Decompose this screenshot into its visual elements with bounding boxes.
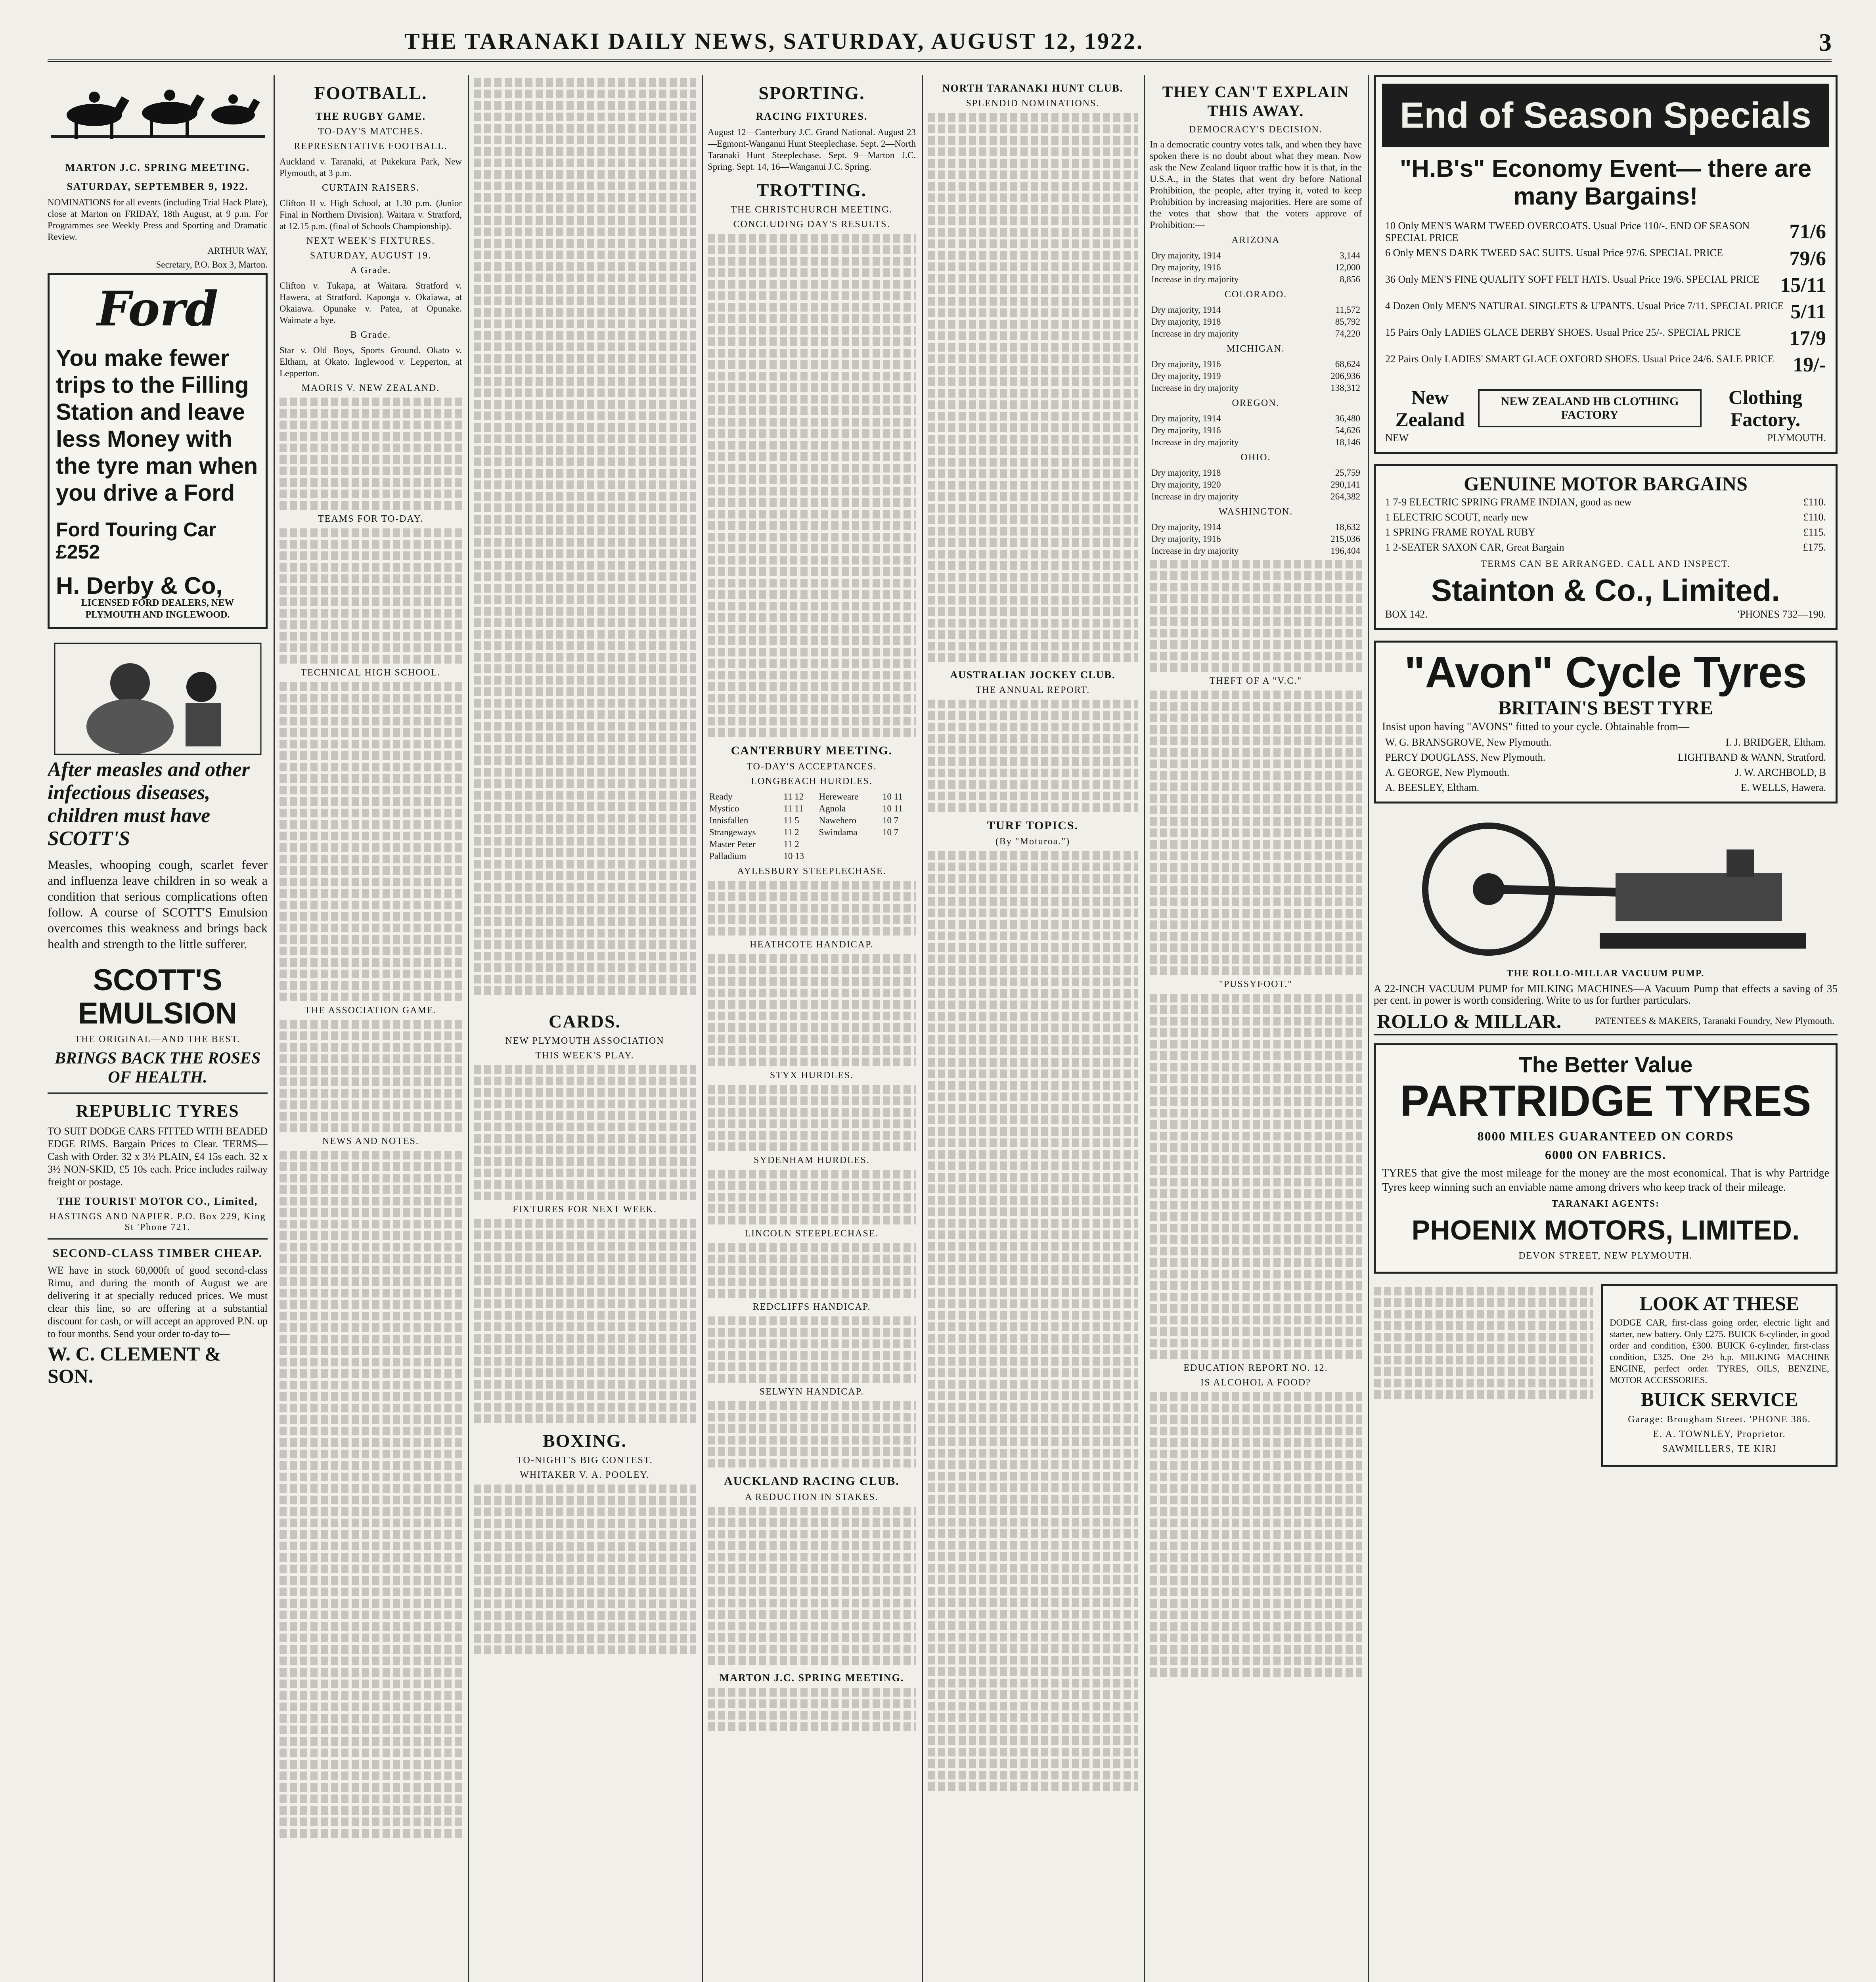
concl-heading: CONCLUDING DAY'S RESULTS. [733,219,890,230]
ford-logo: Ford [97,281,218,337]
stainton-name: Stainton & Co., Limited. [1431,573,1780,608]
teams-heading: TEAMS FOR TO-DAY. [318,514,423,524]
scotts-tagline: THE ORIGINAL—AND THE BEST. [75,1034,241,1045]
football-heading: FOOTBALL. [314,83,427,103]
list-item: PERCY DOUGLASS, New Plymouth. LIGHTBAND & WANN, Stratford. [1385,752,1826,763]
democracy-heading: DEMOCRACY'S DECISION. [1189,124,1323,135]
scotts-body: Measles, whooping cough, scarlet fever and influenza leave children in so weak a condition that serious complications often follow. A course of SCOTT'S Emulsion overcomes this weakness and brings back health and strength to the little sufferer. [48,857,268,951]
hb-clothing-factory: Clothing Factory. [1728,386,1803,430]
table-row: Mystico 11 11 Agnola 10 11 [709,804,903,813]
ford-slogan: You make fewer trips to the Filling Station and leave less Money with the tyre man when you drive a Ford [56,345,258,506]
phoenix-motors: PHOENIX MOTORS, LIMITED. [1411,1215,1800,1245]
text-block [708,1507,916,1665]
splendid-heading: SPLENDID NOMINATIONS. [966,98,1100,109]
buick-proprietor: E. A. TOWNLEY, Proprietor. [1653,1429,1786,1439]
avon-title: "Avon" Cycle Tyres [1404,648,1807,697]
text-block [708,1316,916,1383]
hb-item: 4 Dozen Only MEN'S NATURAL SINGLETS & U'PANTS. Usual Price 7/11. SPECIAL PRICE 5/11 [1385,300,1826,323]
text-block [474,78,696,995]
scotts-ad [48,758,268,1087]
cards-heading: CARDS. [549,1011,621,1031]
look-body: DODGE CAR, first-class going order, electric light and starter, new battery. Only £275. BUICK 6-cylinder, in good order and condition, £300. BUICK 6-cylinder, first-class condition, £325. One 2½ h.p. MILKING MACHINE ENGINE, perfect order. TYRES, OILS, BENZINE, MOTOR ACCESSORIES. [1610,1318,1829,1385]
text-block [928,851,1138,1791]
list-item: 1 SPRING FRAME ROYAL RUBY £115. [1385,526,1826,538]
motor-bargains-ad [1374,464,1838,630]
text-block [279,398,462,510]
moturoa-byline: (By "Moturoa.") [995,836,1070,847]
tourist-motor: THE TOURIST MOTOR CO., Limited, [57,1196,258,1207]
republic-body: TO SUIT DODGE CARS FITTED WITH BEADED EDGE RIMS. Bargain Prices to Clear. TERMS—Cash with Order. 32 x 3½ PLAIN, £4 15s each. 32 x 3½ NON-SKID, £5 10s each. Price includes railway freight or postage. [48,1125,268,1188]
text-block [1150,1392,1362,1677]
scotts-brand: SCOTT'S EMULSION [78,963,237,1030]
table-row: Dry majority, 1918 85,792 [1151,317,1360,327]
table-row: Dry majority, 1914 36,480 [1151,413,1360,423]
table-row: Dry majority, 1916 54,626 [1151,425,1360,435]
maoris-heading: MAORIS V. NEW ZEALAND. [301,383,440,393]
horse-race-illustration [48,75,268,155]
canterbury-heading: CANTERBURY MEETING. [731,744,893,757]
rugby-heading: THE RUGBY GAME. [315,111,426,122]
column-3 [474,75,696,1982]
marton-meeting-heading: MARTON J.C. SPRING MEETING. [719,1672,904,1684]
sawmillers: SAWMILLERS, TE KIRI [1662,1444,1777,1454]
lincoln-heading: LINCOLN STEEPLECHASE. [745,1228,879,1239]
table-row: Increase in dry majority 196,404 [1151,546,1360,556]
table-row: Increase in dry majority 8,856 [1151,274,1360,284]
racing-fixtures-body: August 12—Canterbury J.C. Grand National. August 23—Egmont-Wanganui Hunt Steeplechase. Sept. 2—North Taranaki Hunt Steeplechase. Sept. 9—Marton J.C. Spring. Sept. 14, 16—Wanganui J.C. Spring. [708,127,916,172]
rep-football: REPRESENTATIVE FOOTBALL. [294,141,448,151]
table-row: Palladium 10 13 [709,851,804,861]
list-item: A. GEORGE, New Plymouth. J. W. ARCHBOLD, B [1385,767,1826,778]
cant-explain-heading: THEY CAN'T EXPLAIN THIS AWAY. [1162,83,1350,120]
turf-topics-heading: TURF TOPICS. [987,819,1079,832]
devon-street: DEVON STREET, NEW PLYMOUTH. [1518,1251,1693,1261]
page-number: 3 [1819,28,1832,56]
ford-ad [48,273,268,629]
text-block [474,1485,696,1654]
table-row: Dry majority, 1919 206,936 [1151,371,1360,381]
auckland-heading: AUCKLAND RACING CLUB. [724,1475,900,1488]
ajc-heading: AUSTRALIAN JOCKEY CLUB. [950,669,1116,681]
masthead [48,28,1832,62]
redcliffs-heading: REDCLIFFS HANDICAP. [752,1302,871,1312]
text-block [708,1401,916,1467]
stainton-contact: BOX 142. 'PHONES 732—190. [1385,608,1826,620]
hb-nz: New Zealand [1395,386,1465,430]
text-block [279,1151,462,1838]
column-rule [468,75,469,1982]
a-grade-body: Clifton v. Tukapa, at Waitara. Stratford v. Hawera, at Stratford. Kaponga v. Okaiawa, at Okaiawa. Opunake v. Patea, at Opunake. Waimate a bye. [279,281,462,325]
rep-body: Auckland v. Taranaki, at Pukekura Park, New Plymouth, at 3 p.m. [279,157,462,178]
timber-body: WE have in stock 60,000ft of good second-class Rimu, and during the month of August we are delivering it at specially reduced prices. We must clear this line, so are offering at a substantial discount for cash, or will accept an approved P.N. up to four months. Send your order to-day to— [48,1265,268,1339]
pump-title: THE ROLLO-MILLAR VACUUM PUMP. [1507,968,1705,979]
trotting-heading: TROTTING. [756,180,867,200]
contest-heading: TO-NIGHT'S BIG CONTEST. [517,1455,653,1465]
column-4 [708,75,916,1982]
hb-item: 6 Only MEN'S DARK TWEED SAC SUITS. Usual Price 97/6. SPECIAL PRICE 79/6 [1385,247,1826,270]
next-week: NEXT WEEK'S FIXTURES. [306,236,435,246]
npa-heading: NEW PLYMOUTH ASSOCIATION [505,1036,664,1046]
education-heading: EDUCATION REPORT NO. 12. [1183,1363,1328,1373]
theft-heading: THEFT OF A "V.C." [1209,676,1302,686]
table-row: Dry majority, 1914 18,632 [1151,522,1360,532]
partridge-guarantee: 8000 MILES GUARANTEED ON CORDS [1477,1129,1734,1143]
column-rule [274,75,275,1982]
stakes-heading: A REDUCTION IN STAKES. [745,1492,879,1502]
table-row: Dry majority, 1916 215,036 [1151,534,1360,544]
selwyn-heading: SELWYN HANDICAP. [759,1387,864,1397]
table-row: Dry majority, 1918 25,759 [1151,468,1360,478]
table-row: Strangeways 11 2 Swindama 10 7 [709,827,899,837]
text-block [708,954,916,1066]
column-5 [928,75,1138,1982]
text-block [279,1020,462,1132]
vacuum-pump-illustration [1374,814,1838,964]
acceptances-heading: TO-DAY'S ACCEPTANCES. [747,761,877,772]
text-block [1150,560,1362,672]
text-block [474,1065,696,1200]
scotts-illustration [48,639,268,758]
column-7-ads [1374,75,1838,1982]
styx-heading: STYX HURDLES. [770,1070,854,1081]
curtain-raisers: CURTAIN RAISERS. [322,183,419,193]
list-item: A. BEESLEY, Eltham. E. WELLS, Hawera. [1385,782,1826,793]
association-heading: THE ASSOCIATION GAME. [304,1005,437,1016]
text-block [928,113,1138,662]
table-row: Dry majority, 1916 12,000 [1151,262,1360,272]
list-item: 1 ELECTRIC SCOUT, nearly new £110. [1385,511,1826,523]
nthunt-heading: NORTH TARANAKI HUNT CLUB. [942,82,1124,94]
sporting-heading: SPORTING. [758,83,865,103]
newspaper-title: THE TARANAKI DAILY NEWS, SATURDAY, AUGUST 12, 1922. [404,28,1144,54]
text-block [474,1219,696,1423]
state-arizona: ARIZONA Dry majority, 1914 3,144 Dry majority, 1916 12,000 Increase in dry majority 8,856 [1150,235,1362,285]
column-rule [922,75,923,1982]
column-rule [1368,75,1369,1982]
timber-signature: W. C. CLEMENT & SON. [48,1343,221,1387]
state-michigan: MICHIGAN. Dry majority, 1916 68,624 Dry majority, 1919 206,936 Increase in dry majority 138,312 [1150,344,1362,394]
marton-signature: ARTHUR WAY, [207,246,268,256]
rollo-millar: ROLLO & MILLAR. PATENTEES & MAKERS, Taranaki Foundry, New Plymouth. [1374,1008,1838,1035]
table-row: Innisfallen 11 5 Nawehero 10 7 [709,815,899,825]
fixtures-heading: FIXTURES FOR NEXT WEEK. [513,1204,657,1215]
hb-item: 10 Only MEN'S WARM TWEED OVERCOATS. Usual Price 110/-. END OF SEASON SPECIAL PRICE 71/6 [1385,220,1826,243]
buick-ad [1601,1284,1838,1467]
longbeach-heading: LONGBEACH HURDLES. [751,776,873,786]
column-6 [1150,75,1362,1982]
table-row: Dry majority, 1920 290,141 [1151,480,1360,490]
table-row: Increase in dry majority 264,382 [1151,492,1360,501]
scotts-tagline-2: BRINGS BACK THE ROSES OF HEALTH. [54,1049,261,1087]
this-week-heading: THIS WEEK'S PLAY. [535,1050,634,1061]
boxing-heading: BOXING. [542,1431,627,1451]
partridge-guarantee-2: 6000 ON FABRICS. [1545,1148,1667,1162]
text-block [708,1170,916,1224]
text-block [708,881,916,936]
b-grade: B Grade. [350,330,391,340]
text-block [1150,691,1362,975]
aylesbury-heading: AYLESBURY STEEPLECHASE. [737,866,886,876]
ford-dealer: H. Derby & Co, [56,572,223,599]
list-item: 1 2-SEATER SAXON CAR, Great Bargain £175. [1385,541,1826,553]
end-of-season-banner: End of Season Specials [1382,84,1829,147]
divider [48,1092,268,1094]
sydenham-heading: SYDENHAM HURDLES. [754,1155,870,1165]
tourist-address: HASTINGS AND NAPIER. P.O. Box 229, King St 'Phone 721. [49,1211,266,1232]
column-rule [702,75,703,1982]
marton-secretary: Secretary, P.O. Box 3, Marton. [156,260,268,270]
ford-car-price: Ford Touring Car £252 [56,518,216,563]
sat-date: SATURDAY, AUGUST 19. [310,251,432,261]
a-grade: A Grade. [350,265,391,275]
marton-date: SATURDAY, SEPTEMBER 9, 1922. [67,181,249,192]
motor-title: GENUINE MOTOR BARGAINS [1464,473,1748,495]
bottom-row [1374,1284,1838,1477]
b-grade-body: Star v. Old Boys, Sports Ground. Okato v. Eltham, at Okato. Inglewood v. Lepperton, at Lepperton. [279,345,462,378]
timber-title: SECOND-CLASS TIMBER CHEAP. [52,1247,263,1260]
column-rule [1144,75,1145,1982]
hb-item: 36 Only MEN'S FINE QUALITY SOFT FELT HATS. Usual Price 19/6. SPECIAL PRICE 15/11 [1385,274,1826,297]
alcohol-food-heading: IS ALCOHOL A FOOD? [1200,1377,1311,1388]
table-row: Dry majority, 1914 11,572 [1151,305,1360,315]
text-block [279,682,462,1001]
buick-service: BUICK SERVICE [1641,1388,1798,1410]
partridge-title: PARTRIDGE TYRES [1400,1077,1811,1125]
list-item: 1 7-9 ELECTRIC SPRING FRAME INDIAN, good as new £110. [1385,496,1826,508]
table-row: Increase in dry majority 18,146 [1151,437,1360,447]
partridge-ad [1374,1043,1838,1274]
table-row: Increase in dry majority 138,312 [1151,383,1360,393]
state-colorado: COLORADO. Dry majority, 1914 11,572 Dry majority, 1918 85,792 Increase in dry majority 74,220 [1150,289,1362,340]
chch-heading: THE CHRISTCHURCH MEETING. [731,205,893,215]
table-row: Increase in dry majority 74,220 [1151,329,1360,339]
agents-title: TARANAKI AGENTS: [1551,1199,1660,1209]
avon-insist: Insist upon having "AVONS" fitted to your cycle. Obtainable from— [1382,721,1690,733]
republic-title: REPUBLIC TYRES [76,1101,239,1121]
partridge-body: TYRES that give the most mileage for the money are the most economical. That is why Partridge Tyres keep winning such an enviable name among drivers who keep track of their mileage. [1382,1167,1829,1194]
buick-garage: Garage: Brougham Street. 'PHONE 386. [1628,1414,1811,1425]
pussyfoot-heading: "PUSSYFOOT." [1219,979,1293,989]
column-1 [48,75,268,1982]
table-row: Dry majority, 1914 3,144 [1151,251,1360,260]
hb-item: 22 Pairs Only LADIES' SMART GLACE OXFORD SHOES. Usual Price 24/6. SALE PRICE 19/- [1385,353,1826,376]
motor-terms: TERMS CAN BE ARRANGED. CALL AND INSPECT. [1481,559,1731,569]
state-oregon: OREGON. Dry majority, 1914 36,480 Dry majority, 1916 54,626 Increase in dry majority 18,146 [1150,398,1362,448]
news-notes-heading: NEWS AND NOTES. [322,1136,419,1146]
avon-best: BRITAIN'S BEST TYRE [1498,696,1713,719]
hb-footer [1382,386,1829,430]
table-row: Dry majority, 1916 68,624 [1151,359,1360,369]
state-washington: WASHINGTON. Dry majority, 1914 18,632 Dry majority, 1916 215,036 Increase in dry majority 196,404 [1150,507,1362,557]
hb-event: "H.B's" Economy Event— there are many Bargains! [1399,155,1812,210]
look-at-these: LOOK AT THESE [1639,1292,1799,1314]
hb-logo: NEW ZEALAND HB CLOTHING FACTORY [1478,389,1702,427]
text-block [708,1243,916,1298]
better-value: The Better Value [1518,1052,1693,1077]
heathcote-heading: HEATHCOTE HANDICAP. [750,939,874,950]
racing-fixtures-heading: RACING FIXTURES. [756,111,868,122]
longbeach-table [708,791,916,862]
scotts-headline: After measles and other infectious diseases, children must have SCOTT'S [48,758,250,850]
text-block [928,700,1138,812]
prohibition-intro: In a democratic country votes talk, and when they have spoken there is no doubt about what they mean. Now ask the New Zealand liquor traffic how it is that, in the U.S.A., in the States that went dry before National Prohibition, the people, after trying it, voted to keep Prohibition by increasing majorities. Here are some of the votes that show that the voters approve of Prohibition:— [1150,140,1362,230]
annual-report-heading: THE ANNUAL REPORT. [975,685,1090,695]
marton-body: NOMINATIONS for all events (including Trial Hack Plate), close at Marton on FRIDAY, 18th August, at 9 p.m. For Programmes see Weekly Press and Sporting and Dramatic Review. [48,197,268,242]
marton-title: MARTON J.C. SPRING MEETING. [65,162,250,173]
pump-body: A 22-INCH VACUUM PUMP for MILKING MACHINES—A Vacuum Pump that effects a saving of 35 per cent. in power is worth considering. Write to us for further particulars. [1374,983,1838,1006]
ford-dealer-location: LICENSED FORD DEALERS, NEW PLYMOUTH AND INGLEWOOD. [81,598,234,620]
todays-matches: TO-DAY'S MATCHES. [318,126,423,137]
hb-item: 15 Pairs Only LADIES GLACE DERBY SHOES. Usual Price 25/-. SPECIAL PRICE 17/9 [1385,327,1826,350]
table-row: Master Peter 11 2 [709,839,799,849]
table-row: Ready 11 12 Hereweare 10 11 [709,792,903,802]
hb-ad [1374,75,1838,454]
avon-ad [1374,641,1838,804]
text-block [708,234,916,737]
curtain-body: Clifton II v. High School, at 1.30 p.m. (Junior Final in Northern Division). Waitara v. Stratford, at 12.15 p.m. (final of Schools Championship). [279,198,462,231]
text-block [708,1085,916,1151]
whitaker-heading: WHITAKER V. A. POOLEY. [520,1470,650,1480]
text-block [1374,1284,1593,1477]
column-2 [279,75,462,1982]
text-block [279,528,462,664]
text-block [1150,994,1362,1359]
divider [48,1238,268,1240]
state-ohio: OHIO. Dry majority, 1918 25,759 Dry majority, 1920 290,141 Increase in dry majority 264,382 [1150,452,1362,503]
list-item: W. G. BRANSGROVE, New Plymouth. I. J. BRIDGER, Eltham. [1385,737,1826,748]
tech-heading: TECHNICAL HIGH SCHOOL. [301,668,441,678]
text-block [708,1688,916,1731]
hb-footer-location: NEW PLYMOUTH. [1385,432,1826,444]
